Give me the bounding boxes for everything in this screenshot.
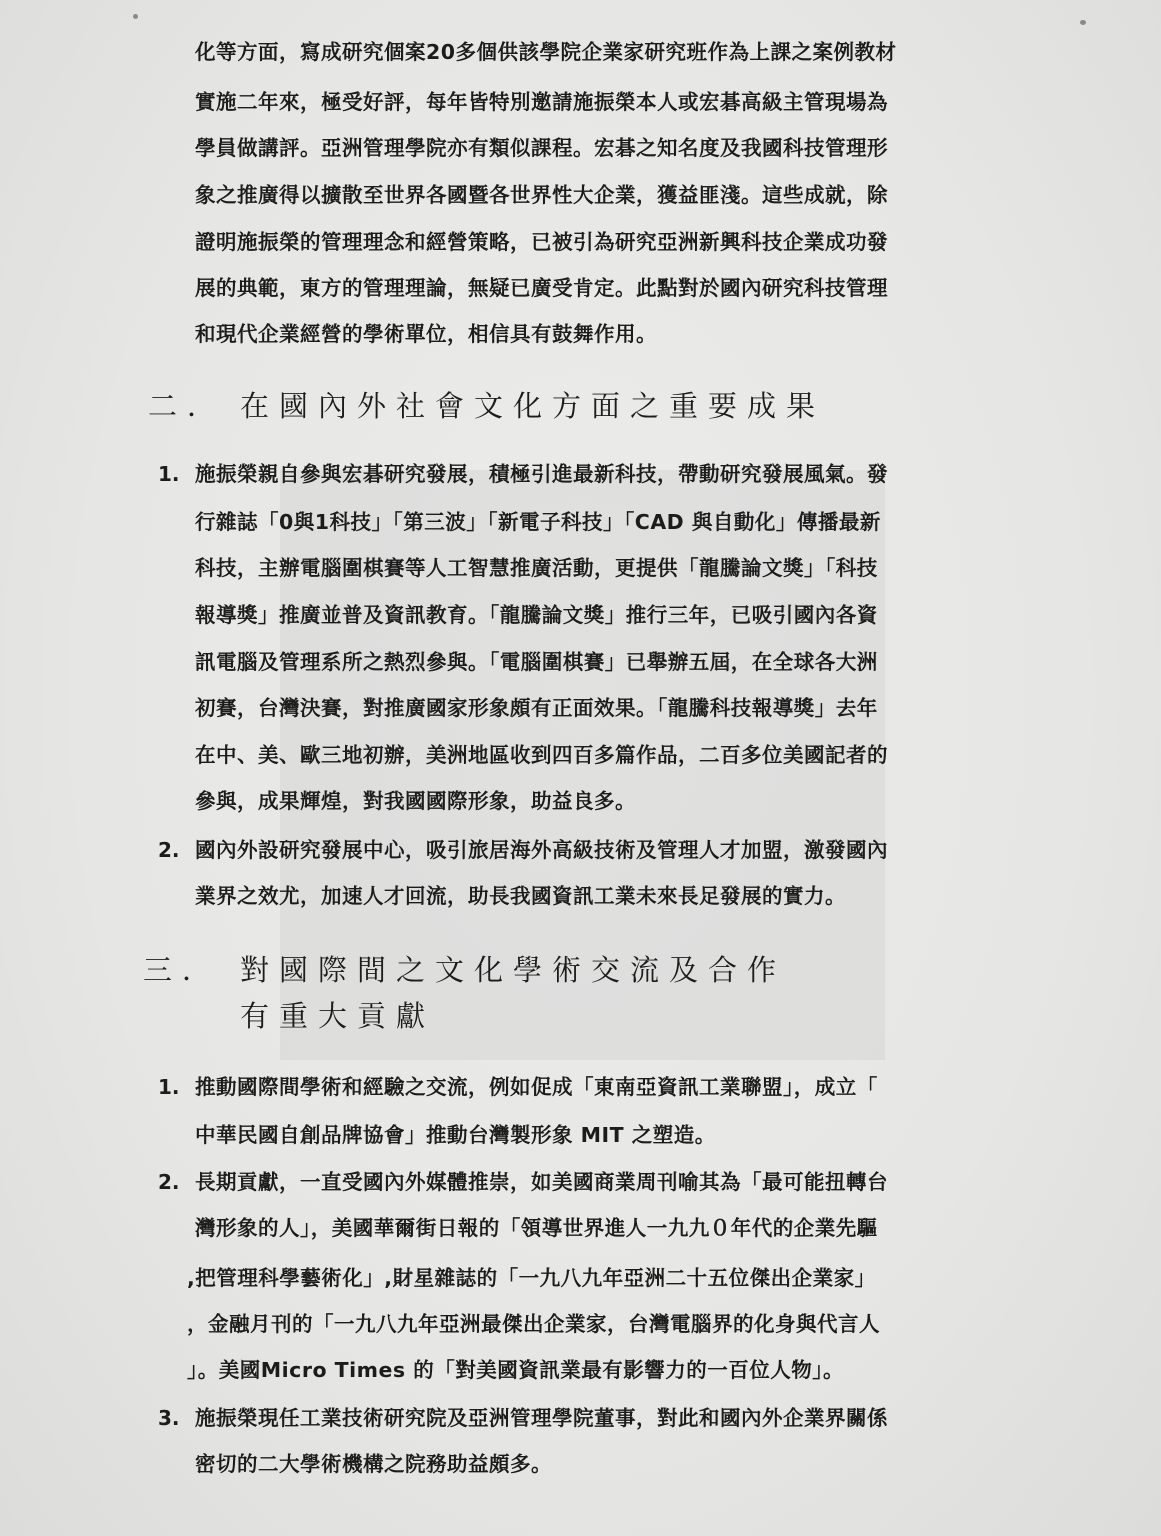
list-item-line: 密切的二大學術機構之院務助益頗多。 (195, 1452, 552, 1476)
list-item-number: 2. (158, 838, 180, 862)
paragraph-line: 學員做講評。亞洲管理學院亦有類似課程。宏碁之知名度及我國科技管理形 (195, 136, 888, 160)
list-item-number: 3. (158, 1406, 180, 1430)
list-item-number: 2. (158, 1170, 180, 1194)
list-item-line: 中華民國自創品牌協會」推動台灣製形象 MIT 之塑造。 (195, 1123, 716, 1147)
list-item-line: 訊電腦及管理系所之熱烈參與。「電腦圍棋賽」已舉辦五屆，在全球各大洲 (195, 650, 878, 674)
list-item-line: 科技，主辦電腦圍棋賽等人工智慧推廣活動，更提供「龍騰論文獎」「科技 (195, 556, 878, 580)
section-heading-continued: 有重大貢獻 (240, 999, 436, 1033)
section-number: 二． (148, 389, 227, 423)
list-item-line: 國內外設研究發展中心，吸引旅居海外高級技術及管理人才加盟，激發國內 (195, 838, 888, 862)
paragraph-line: 和現代企業經營的學術單位，相信具有鼓舞作用。 (195, 322, 657, 346)
paragraph-line: 實施二年來，極受好評，每年皆特別邀請施振榮本人或宏碁高級主管現場為 (195, 90, 888, 114)
paragraph-line: 展的典範，東方的管理理論，無疑已廣受肯定。此點對於國內研究科技管理 (195, 276, 888, 300)
list-item-line: 行雜誌「0與1科技」「第三波」「新電子科技」「CAD 與自動化」傳播最新 (195, 510, 881, 534)
list-item-line: 業界之效尤，加速人才回流，助長我國資訊工業未來長足發展的實力。 (195, 884, 846, 908)
list-item-line: ，金融月刊的「一九八九年亞洲最傑出企業家，台灣電腦界的化身與代言人 (187, 1312, 880, 1336)
list-item-line: 推動國際間學術和經驗之交流，例如促成「東南亞資訊工業聯盟」，成立「 (195, 1075, 878, 1099)
section-heading: 在國內外社會文化方面之重要成果 (240, 389, 826, 423)
list-item-line: ,把管理科學藝術化」,財星雜誌的「一九八九年亞洲二十五位傑出企業家」 (187, 1266, 876, 1290)
list-item-line: 灣形象的人」，美國華爾街日報的「領導世界進人一九九０年代的企業先驅 (195, 1216, 878, 1240)
section-heading: 對國際間之文化學術交流及合作 (240, 953, 787, 987)
list-item-line: 初賽，台灣決賽，對推廣國家形象頗有正面效果。「龍騰科技報導獎」去年 (195, 696, 878, 720)
list-item-number: 1. (158, 462, 180, 486)
paper-speck (133, 14, 138, 19)
paragraph-line: 證明施振榮的管理理念和經營策略，已被引為研究亞洲新興科技企業成功發 (195, 230, 888, 254)
list-item-line: 長期貢獻，一直受國內外媒體推崇，如美國商業周刊喻其為「最可能扭轉台 (195, 1170, 888, 1194)
paragraph-line: 象之推廣得以擴散至世界各國暨各世界性大企業，獲益匪淺。這些成就，除 (195, 183, 888, 207)
list-item-line: 在中、美、歐三地初辦，美洲地區收到四百多篇作品，二百多位美國記者的 (195, 743, 888, 767)
list-item-line: 報導獎」推廣並普及資訊教育。「龍騰論文獎」推行三年，已吸引國內各資 (195, 603, 878, 627)
section-number: 三． (143, 953, 222, 987)
paper-speck (1080, 20, 1086, 25)
list-item-line: 施振榮親自參與宏碁研究發展，積極引進最新科技，帶動研究發展風氣。發 (195, 462, 888, 486)
list-item-number: 1. (158, 1075, 180, 1099)
list-item-line: 參與，成果輝煌，對我國國際形象，助益良多。 (195, 789, 636, 813)
list-item-line: 」。美國Micro Times 的「對美國資訊業最有影響力的一百位人物」。 (187, 1358, 845, 1382)
paragraph-line: 化等方面，寫成研究個案20多個供該學院企業家研究班作為上課之案例教材 (195, 40, 897, 64)
list-item-line: 施振榮現任工業技術研究院及亞洲管理學院董事，對此和國內外企業界關係 (195, 1406, 888, 1430)
